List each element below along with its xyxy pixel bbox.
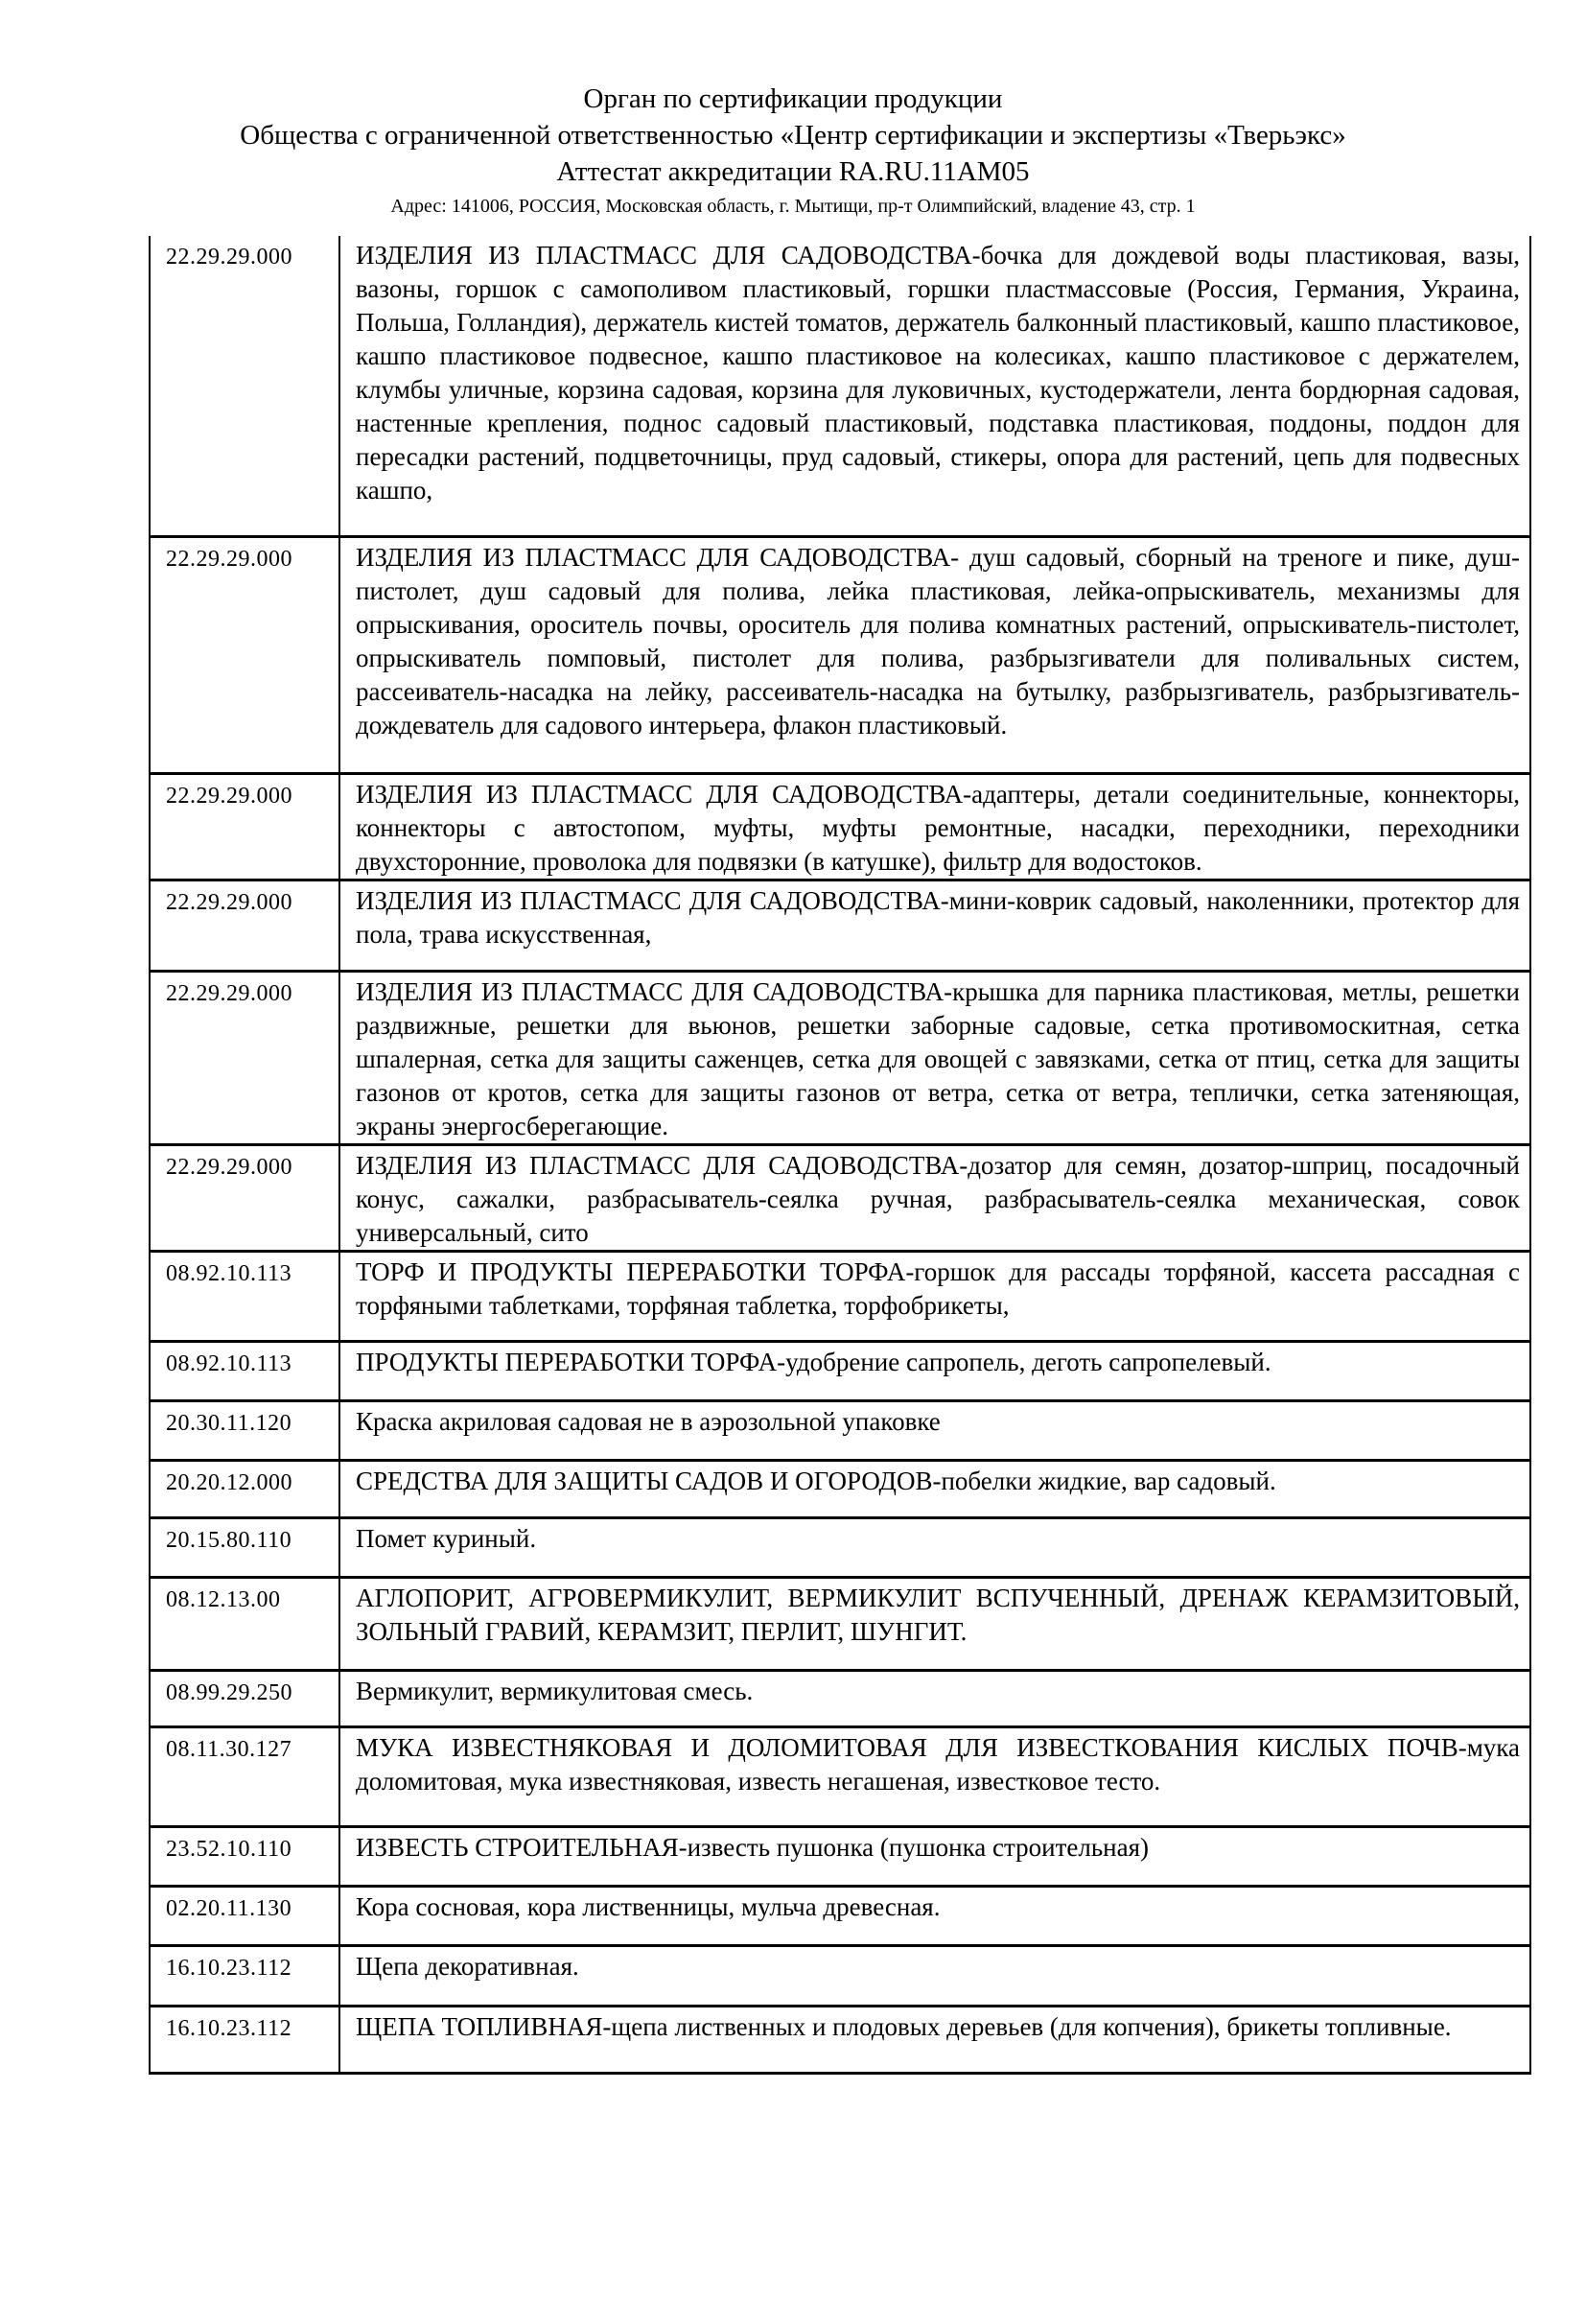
table-row — [150, 1886, 1530, 1945]
table-row — [150, 236, 1530, 536]
product-code-cell: 08.99.29.250 — [150, 1670, 339, 1726]
product-description-cell: ИЗДЕЛИЯ ИЗ ПЛАСТМАСС ДЛЯ САДОВОДСТВА-крышка для парника пластиковая, метлы, решетки раздвижные, решетки для вьюнов, решетки заборные садовые, сетка противомоскитная, сетка шпалерная, сетка для защиты саженцев, сетка для овощей с завязками, сетка от птиц, сетка для защиты газонов от кротов, сетка для защиты газонов от ветра, сетка от ветра, теплички, сетка затеняющая, экраны энергосберегающие. — [339, 971, 1530, 1144]
product-description-cell: ИЗДЕЛИЯ ИЗ ПЛАСТМАСС ДЛЯ САДОВОДСТВА- душ садовый, сборный на треноге и пике, душ-пистолет, душ садовый для полива, лейка пластиковая, лейка-опрыскиватель, механизмы для опрыскивания, ороситель почвы, ороситель для полива комнатных растений, опрыскиватель-пистолет, опрыскиватель помповый, пистолет для полива, разбрызгиватели для поливальных систем, рассеиватель-насадка на лейку, рассеиватель-насадка на бутылку, разбрызгиватель, разбрызгиватель-дождеватель для садового интерьера, флакон пластиковый. — [339, 536, 1530, 773]
product-code-cell: 20.15.80.110 — [150, 1517, 339, 1577]
table-row — [150, 1251, 1530, 1341]
product-description-cell: Вермикулит, вермикулитовая смесь. — [339, 1670, 1530, 1726]
product-code-cell: 08.92.10.113 — [150, 1341, 339, 1400]
product-description-cell: ЩЕПА ТОПЛИВНАЯ-щепа лиственных и плодовых деревьев (для копчения), брикеты топливные. — [339, 2006, 1530, 2073]
product-description-cell: ИЗВЕСТЬ СТРОИТЕЛЬНАЯ-известь пушонка (пушонка строительная) — [339, 1826, 1530, 1886]
table-row — [150, 773, 1530, 880]
table-row — [150, 536, 1530, 773]
product-description-cell: Краска акриловая садовая не в аэрозольной упаковке — [339, 1400, 1530, 1460]
product-table-body — [150, 236, 1530, 2073]
product-code-cell: 16.10.23.112 — [150, 1945, 339, 2006]
product-code-cell: 08.11.30.127 — [150, 1726, 339, 1826]
document-header — [0, 81, 1586, 221]
product-code-cell: 22.29.29.000 — [150, 1144, 339, 1251]
product-code-cell: 20.30.11.120 — [150, 1400, 339, 1460]
product-code-cell: 08.12.13.00 — [150, 1577, 339, 1670]
product-description-cell: ПРОДУКТЫ ПЕРЕРАБОТКИ ТОРФА-удобрение сапропель, деготь сапропелевый. — [339, 1341, 1530, 1400]
product-description-cell: ИЗДЕЛИЯ ИЗ ПЛАСТМАСС ДЛЯ САДОВОДСТВА-бочка для дождевой воды пластиковая, вазы, вазоны, горшок с самополивом пластиковый, горшки пластмассовые (Россия, Германия, Украина, Польша, Голландия), держатель кистей томатов, держатель балконный пластиковый, кашпо пластиковое, кашпо пластиковое подвесное, кашпо пластиковое на колесиках, кашпо пластиковое с держателем, клумбы уличные, корзина садовая, корзина для луковичных, кустодержатели, лента бордюрная садовая, настенные крепления, поднос садовый пластиковый, подставка пластиковая, поддоны, поддон для пересадки растений, подцветочницы, пруд садовый, стикеры, опора для растений, цепь для подвесных кашпо, — [339, 236, 1530, 536]
product-description-cell: ИЗДЕЛИЯ ИЗ ПЛАСТМАСС ДЛЯ САДОВОДСТВА-дозатор для семян, дозатор-шприц, посадочный конус, сажалки, разбрасыватель-сеялка ручная, разбрасыватель-сеялка механическая, совок универсальный, сито — [339, 1144, 1530, 1251]
product-description-cell: МУКА ИЗВЕСТНЯКОВАЯ И ДОЛОМИТОВАЯ ДЛЯ ИЗВЕСТКОВАНИЯ КИСЛЫХ ПОЧВ-мука доломитовая, мука известняковая, известь негашеная, известковое тесто. — [339, 1726, 1530, 1826]
product-code-cell: 23.52.10.110 — [150, 1826, 339, 1886]
product-code-cell: 20.20.12.000 — [150, 1460, 339, 1517]
table-row — [150, 1400, 1530, 1460]
product-description-cell: ИЗДЕЛИЯ ИЗ ПЛАСТМАСС ДЛЯ САДОВОДСТВА-мини-коврик садовый, наколенники, протектор для пола, трава искусственная, — [339, 880, 1530, 971]
table-row — [150, 1341, 1530, 1400]
address-line: Адрес: 141006, РОССИЯ, Московская область, г. Мытищи, пр-т Олимпийский, владение 43, стр. 1 — [390, 196, 1196, 217]
table-row — [150, 1517, 1530, 1577]
org-title-line2: Общества с ограниченной ответственностью «Центр сертификации и экспертизы «Тверьэкс» — [240, 120, 1346, 151]
product-code-cell: 22.29.29.000 — [150, 236, 339, 536]
table-row — [150, 971, 1530, 1144]
product-code-cell: 02.20.11.130 — [150, 1886, 339, 1945]
product-description-cell: СРЕДСТВА ДЛЯ ЗАЩИТЫ САДОВ И ОГОРОДОВ-побелки жидкие, вар садовый. — [339, 1460, 1530, 1517]
table-row — [150, 880, 1530, 971]
table-row — [150, 1460, 1530, 1517]
product-codes-table — [149, 236, 1531, 2075]
table-row — [150, 2006, 1530, 2073]
accreditation-line: Аттестат аккредитации RA.RU.11AM05 — [556, 156, 1030, 187]
product-code-cell: 16.10.23.112 — [150, 2006, 339, 2073]
product-description-cell: Щепа декоративная. — [339, 1945, 1530, 2006]
product-description-cell: Кора сосновая, кора лиственницы, мульча древесная. — [339, 1886, 1530, 1945]
product-code-cell: 22.29.29.000 — [150, 773, 339, 880]
product-code-cell: 22.29.29.000 — [150, 880, 339, 971]
product-description-cell: АГЛОПОРИТ, АГРОВЕРМИКУЛИТ, ВЕРМИКУЛИТ ВСПУЧЕННЫЙ, ДРЕНАЖ КЕРАМЗИТОВЫЙ, ЗОЛЬНЫЙ ГРАВИЙ, КЕРАМЗИТ, ПЕРЛИТ, ШУНГИТ. — [339, 1577, 1530, 1670]
table-row — [150, 1144, 1530, 1251]
product-code-cell: 22.29.29.000 — [150, 971, 339, 1144]
table-row — [150, 1945, 1530, 2006]
product-code-cell: 08.92.10.113 — [150, 1251, 339, 1341]
table-row — [150, 1826, 1530, 1886]
certification-document-page — [0, 81, 1586, 2324]
product-description-cell: Помет куриный. — [339, 1517, 1530, 1577]
product-code-cell: 22.29.29.000 — [150, 536, 339, 773]
product-description-cell: ИЗДЕЛИЯ ИЗ ПЛАСТМАСС ДЛЯ САДОВОДСТВА-адаптеры, детали соединительные, коннекторы, коннекторы с автостопом, муфты, муфты ремонтные, насадки, переходники, переходники двухсторонние, проволока для подвязки (в катушке), фильтр для водостоков. — [339, 773, 1530, 880]
product-description-cell: ТОРФ И ПРОДУКТЫ ПЕРЕРАБОТКИ ТОРФА-горшок для рассады торфяной, кассета рассадная с торфяными таблетками, торфяная таблетка, торфобрикеты, — [339, 1251, 1530, 1341]
table-row — [150, 1577, 1530, 1670]
org-title-line1: Орган по сертификации продукции — [583, 83, 1003, 114]
table-row — [150, 1726, 1530, 1826]
table-row — [150, 1670, 1530, 1726]
